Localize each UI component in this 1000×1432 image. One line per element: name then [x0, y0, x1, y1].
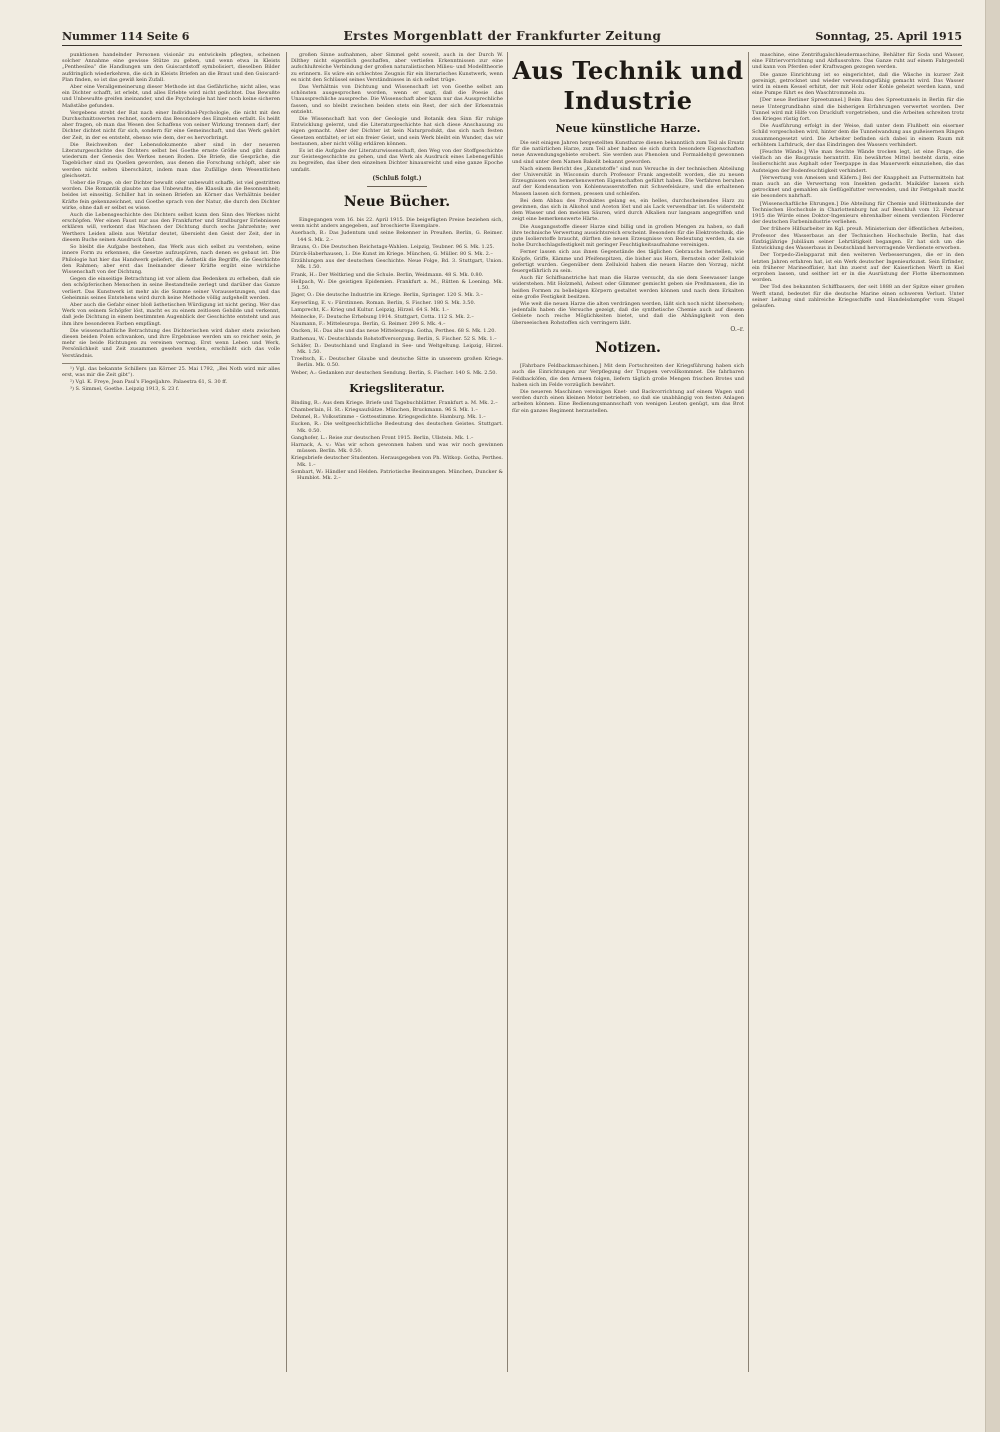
- col1-footnotes: [62, 363, 280, 393]
- paragraph: Das Verhältnis von Dichtung und Wissenschaft ist von Goethe selbst am schönsten ausgesprochen worden, wenn er sagt, daß die Poesie das Unaussprechliche ausspreche. Die Wissenschaft aber kann nur das Aussprechliche fassen, und so bleibt zwischen beiden stets ein Rest, der sich der Erkenntnis entzieht.: [291, 84, 503, 115]
- header-left: Nummer 114 Seite 6: [62, 29, 190, 43]
- book-entry: Keyserling, E. v.: Fürstinnen. Roman. Berlin, S. Fischer. 180 S. Mk. 3.50.: [291, 299, 476, 306]
- column-divider: [507, 52, 508, 1372]
- paragraph: Die Wissenschaft hat von der Geologie und Botanik den Sinn für ruhige Entwicklung gelernt, und die Literaturgeschichte hat sich diese Anschauung zu eigen gemacht. Aber der Dichter ist kein Naturprodukt, das sich nach festen Gesetzen entfaltet; er ist ein freier Geist, und sein Werk bleibt ein Wunder, das wir bestaunen, aber nicht völlig erklären können.: [291, 116, 503, 147]
- column-divider: [286, 52, 287, 1372]
- separator: [367, 186, 427, 187]
- paragraph: Vergebens strebt der Rat nach einer Individual-Psychologie, die nicht mit den Durchschnittswerten rechnet, sondern das Besondere des Einzelnen erfaßt. Es heißt aber fragen, ob man das Wesen des Schaffens von seiner Wirkung trennen darf; der Dichter dichtet nicht für sich, sondern für eine Gemeinschaft, und das Werk gehört der Zeit, in der es entsteht, ebenso wie dem, der es hervorbringt.: [62, 109, 280, 141]
- paragraph: Es ist die Aufgabe der Literaturwissenschaft, den Weg von der Stoffgeschichte zur Geistesgeschichte zu gehen, und das Werk als Ausdruck eines Lebensgefühls zu begreifen, das über den einzelnen Dichter hinausreicht und eine ganze Epoche umfaßt.: [291, 148, 503, 173]
- section-title-technik: Aus Technik und Industrie: [512, 56, 744, 115]
- paragraph: Die wissenschaftliche Betrachtung des Dichterischen wird daher stets zwischen diesen beiden Polen schwanken, und ihre Ergebnisse werden um so reicher sein, je mehr sie beide Richtungen zu vereinen vermag. Erst wenn Leben und Werk, Persönlichkeit und Zeit zusammen gesehen werden, erschließt sich das volle Verständnis.: [62, 327, 280, 359]
- paragraph: Die seit einigen Jahren hergestellten Kunstharze dienen bekanntlich zum Teil als Ersatz für die natürlichen Harze, zum Teil aber haben sie sich durch besondere Eigenschaften neue Anwendungsgebiete erobert. Sie werden aus Phenolen und Formaldehyd gewonnen und sind unter dem Namen Bakelit bekannt geworden.: [512, 140, 744, 165]
- column-1: [62, 52, 280, 1377]
- book-entry: Dehmel, R.: Volksstimme – Gottesstimme. Kriegsgedichte. Hamburg. Mk. 1.–: [291, 414, 486, 421]
- to-be-continued: (Schluß folgt.): [372, 174, 422, 182]
- book-entry: Brauns, O.: Die Deutschen Reichstags-Wahlen. Leipzig, Teubner. 96 S. Mk. 1.25.: [291, 243, 495, 250]
- book-entry: Jäger, O.: Die deutsche Industrie im Kriege. Berlin, Springer. 120 S. Mk. 3.–: [291, 292, 483, 299]
- paragraph: Ueber die Frage, ob der Dichter bewußt oder unbewußt schaffe, ist viel gestritten worden. Die Romantik glaubte an das Unbewußte, die Klassik an die Besonnenheit; beides ist einseitig. Schiller hat in seinen Briefen an Körner das Verhältnis beider Kräfte fein gekennzeichnet, und Goethe sprach von der Natur, die durch den Dichter wirke, ohne daß er selbst es wisse.: [62, 180, 280, 211]
- paragraph: Wie weit die neuen Harze die alten verdrängen werden, läßt sich noch nicht übersehen; jedenfalls haben die Versuche gezeigt, daß die synthetische Chemie auch auf diesem Gebiete noch reiche Möglichkeiten bietet, und daß die Abhängigkeit von den überseeischen Rohstoffen sich verringern läßt.: [512, 301, 744, 326]
- note-entry: [Fahrbare Feldbackmaschinen.] Mit dem Fortschreiten der Kriegsführung haben sich auch die Einrichtungen zur Verpflegung der Truppen vervollkommnet. Die fahrbaren Feldbacköfen, die den Armeen folgen, liefern täglich große Mengen frischen Brotes und haben sich im Felde vorzüglich bewährt.: [512, 363, 744, 388]
- paragraph: Nach einem Bericht des „Kunststoffe“ sind nun Versuche in der technischen Abteilung der Universität in Wisconsin durch Professor Frank angestellt worden, die zu neuen Erzeugnissen von bemerkenswerten Eigenschaften geführt haben. Die Verfahren beruhen auf der Kondensation von Kohlenwasserstoffen mit Schwefelsäure, und die erhaltenen Massen lassen sich formen, pressen und schleifen.: [512, 165, 744, 197]
- paragraph: großen Sinne aufnahmen, aber Simmel geht soweit, auch in der Durch W. Dilthey nicht eigentlich geschaffen, aber vertiefen Erkenntnissen zur eine aufschlußreiche Verbindung der großen naturalistischen Milieu- und Modelltheorie zu erinnern. Es wäre ein schlechtes Zeugnis für ein literarisches Kunstwerk, wenn es nicht den Schlüssel seines Verständnisses in sich selbst trüge.: [291, 52, 503, 83]
- section-title-new-books: Neue Bücher.: [343, 194, 451, 211]
- column-divider: [748, 52, 749, 1372]
- new-books-intro: Eingegangen vom 16. bis 22. April 1915. Die beigefügten Preise beziehen sich, wenn nicht anders angegeben, auf broschierte Exemplare.: [291, 217, 503, 230]
- paragraph: punktionen handelnder Personen visionär zu entwickeln pflegten, scheinen solcher Annahme eine gewisse Stütze zu geben, und wenn etwa in Kleists „Penthesilea“ die Handlungen um den Guiscardstoff symbolisiert, dieselben Bilder aufdringlich wiederkehren, die sich in Kleists Briefen an die Braut und den Guiscard-Plan finden, so ist das gewiß kein Zufall.: [62, 52, 280, 83]
- paragraph: Die Ausgangsstoffe dieser Harze sind billig und in großen Mengen zu haben, so daß ihre technische Verwertung aussichtsreich erscheint. Besonders für die Elektrotechnik, die gute Isolierstoffe braucht, dürften die neuen Erzeugnisse von Bedeutung werden, da sie hohe Durchschlagsfestigkeit mit geringer Feuchtigkeitsaufnahme vereinigen.: [512, 223, 744, 249]
- book-entry: Sombart, W.: Händler und Helden. Patriotische Besinnungen. München, Duncker & Humblot. Mk. 2.–: [291, 468, 503, 481]
- book-entry: Dürck-Haberhausen, I.: Die Kunst im Kriege. München, G. Müller. 80 S. Mk. 2.–: [291, 251, 493, 258]
- paragraph: Der Tod des bekannten Schiffbauers, der seit 1888 an der Spitze einer großen Werft stand, bedeutet für die deutsche Marine einen schweren Verlust. Unter seiner Leitung sind zahlreiche Kriegsschiffe und Handelsdampfer vom Stapel gelaufen.: [752, 284, 964, 309]
- footnote: ¹) Vgl. das bekannte Schillers (an Körner 25. Mai 1792, „Bei Noth wird mir alles erst, was mir die Zeit gibt“).: [62, 365, 280, 378]
- paragraph: Auch die Lebensgeschichte des Dichters selbst kann den Sinn des Werkes nicht erschöpfen. Wer einen Faust nur aus den Frankfurter und Straßburger Erlebnissen erklären will, verkennt das Wachsen der Dichtung durch sechs Jahrzehnte; wer Werthers Leiden allein aus Wetzlar deutet, übersieht den Geist der Zeit, der in diesem Buche seinen Ausdruck fand.: [62, 212, 280, 243]
- footnote: ³) S. Simmel, Goethe. Leipzig 1913, S. 23 f.: [70, 386, 180, 393]
- paragraph: maschine, eine Zentrifugalschleudermaschine, Behälter für Soda und Wasser, eine Filtriervorrichtung und Abflussrohre. Das Ganze ruht auf einem Fahrgestell und kann von Pferden oder Kraftwagen gezogen werden.: [752, 52, 964, 71]
- column-3: [512, 52, 744, 1377]
- book-entry: Frank, H.: Der Weltkrieg und die Schule. Berlin, Weidmann. 48 S. Mk. 0.80.: [291, 271, 484, 278]
- footnote: ²) Vgl. K. Freye, Jean Paul's Flegeljahre. Palaestra 61, S. 30 ff.: [70, 379, 228, 386]
- paragraph: Aber eine Verallgemeinerung dieser Methode ist das Gefährliche; nicht alles, was ein Dichter schafft, ist erlebt, und alles Erlebte wird nicht gedichtet. Das Bewußte und Unbewußte greifen ineinander, und die Psychologie hat hier noch keine sicheren Maßstäbe gefunden.: [62, 84, 280, 109]
- paragraph: [Verwertung von Ameisen und Käfern.] Bei der Knappheit an Futtermitteln hat man auch an die Verwertung von Insekten gedacht. Maikäfer lassen sich getrocknet und gemahlen als Geflügelfutter verwenden, und ihr Fettgehalt macht sie besonders nahrhaft.: [752, 174, 964, 200]
- book-entry: Erzählungen aus der deutschen Geschichte. Neue Folge, Bd. 3. Stuttgart, Union. Mk. 1.50.: [291, 258, 503, 271]
- article-title: Neue künstliche Harze.: [555, 122, 701, 135]
- book-entry: Meinecke, F.: Deutsche Erhebung 1914. Stuttgart, Cotta. 112 S. Mk. 2.–: [291, 313, 474, 320]
- col4-paragraphs: [752, 52, 964, 309]
- paragraph: Bei dem Abbau des Produktes gelang es, ein helles, durchscheinendes Harz zu gewinnen, das sich in Alkohol und Aceton löst und als Lack verwendbar ist. Es widersteht dem Wasser und den meisten Säuren, wird durch Alkalien nur langsam angegriffen und zeigt eine bemerkenswerte Härte.: [512, 197, 744, 223]
- paragraph: [Feuchte Wände.] Wie man feuchte Wände trocken legt, ist eine Frage, die vielfach an die Baupraxis herantritt. Ein bewährtes Mittel besteht darin, eine Isolierschicht aus Asphalt oder Teerpappe in das Mauerwerk einzuziehen, die das Aufsteigen der Bodenfeuchtigkeit verhindert.: [752, 149, 964, 174]
- book-entry: Oncken, H.: Das alte und das neue Mitteleuropa. Gotha, Perthes. 68 S. Mk. 1.20.: [291, 328, 497, 335]
- section-title-war-literature: Kriegsliteratur.: [349, 381, 445, 395]
- war-book-list: [291, 400, 503, 481]
- paragraph: Ferner lassen sich aus ihnen Gegenstände des täglichen Gebrauchs herstellen, wie Knöpfe, Griffe, Kämme und Pfeifenspitzen, die bisher aus Horn, Bernstein oder Zelluloid gefertigt wurden. Gegenüber dem Zelluloid haben die neuen Harze den Vorzug, nicht feuergefährlich zu sein.: [512, 249, 744, 275]
- book-entry: Rathenau, W.: Deutschlands Rohstoffversorgung. Berlin, S. Fischer. 52 S. Mk. 1.–: [291, 335, 497, 342]
- column-4: [752, 52, 964, 1377]
- paragraph: Gegen die einseitige Betrachtung ist vor allem das Bedenken zu erheben, daß sie den schöpferischen Menschen in seine Bestandteile zerlegt und darüber das Ganze verliert. Das Kunstwerk ist mehr als die Summe seiner Voraussetzungen, und das Geheimnis seines Entstehens wird durch keine Methode völlig aufgehellt werden.: [62, 276, 280, 301]
- book-entry: Ganghofer, L.: Reise zur deutschen Front 1915. Berlin, Ullstein. Mk. 1.–: [291, 434, 474, 441]
- col2-paragraphs: [291, 52, 503, 173]
- book-entry: Auerbach, B.: Das Judentum und seine Bekenner in Preußen. Berlin, G. Reimer. 144 S. Mk. 2.–: [291, 230, 503, 243]
- book-entry: Schäfer, D.: Deutschland und England in See- und Weltgeltung. Leipzig, Hirzel. Mk. 1.50.: [291, 342, 503, 355]
- header-rule: [62, 45, 962, 46]
- page-header: [62, 28, 962, 44]
- book-entry: Chamberlain, H. St.: Kriegsaufsätze. München, Bruckmann. 96 S. Mk. 1.–: [291, 406, 478, 413]
- page-edge: [985, 0, 1000, 1432]
- book-entry: Lamprecht, K.: Krieg und Kultur. Leipzig, Hirzel. 64 S. Mk. 1.–: [291, 306, 450, 313]
- paragraph: So bleibt die Aufgabe bestehen, das Werk aus sich selbst zu verstehen, seine innere Form zu erkennen, die Gesetze aufzuspüren, nach denen es gebaut ist. Die Philologie hat hier das Handwerk geliefert, die Ästhetik die Begriffe, die Geschichte den Rahmen; aber erst das Ineinander dieser Kräfte ergibt eine wirkliche Wissenschaft von der Dichtung.: [62, 244, 280, 275]
- paragraph: [Der neue Berliner Spreetunnel.] Beim Bau des Spreetunnels in Berlin für die neue Untergrundbahn sind die bisherigen Erfahrungen verwertet worden. Der Tunnel wird mit Hilfe von Druckluft vorgetrieben, und die Arbeiten schreiten trotz des Krieges rüstig fort.: [752, 97, 964, 123]
- header-masthead: Erstes Morgenblatt der Frankfurter Zeitung: [343, 29, 662, 43]
- article-signature: O.–r.: [730, 325, 744, 333]
- book-entry: Eucken, R.: Die weltgeschichtliche Bedeutung des deutschen Geistes. Stuttgart. Mk. 0.50.: [291, 421, 503, 434]
- paragraph: Aber auch die Gefahr einer bloß ästhetischen Würdigung ist nicht gering. Wer das Werk von seinem Schöpfer löst, macht es zu einem zeitlosen Gebilde und verkennt, daß jede Dichtung in einem bestimmten Augenblick der Geschichte entsteht und aus ihm ihre besonderen Farben empfängt.: [62, 301, 280, 327]
- book-entry: Kriegsbriefe deutscher Studenten. Herausgegeben von Ph. Witkop. Gotha, Perthes. Mk. 1.–: [291, 455, 503, 468]
- book-entry: Harnack, A. v.: Was wir schon gewonnen haben und was wir noch gewinnen müssen. Berlin. Mk. 0.50.: [291, 441, 503, 455]
- section-title-notes: Notizen.: [595, 340, 661, 357]
- paragraph: Die ganze Einrichtung ist so eingerichtet, daß die Wäsche in kurzer Zeit gereinigt, getrocknet und wieder verwendungsfähig gemacht wird. Das Wasser wird in einem Kessel erhitzt, der mit Holz oder Kohle geheizt werden kann, und eine Pumpe führt es den Waschtrommeln zu.: [752, 71, 964, 97]
- column-2: [291, 52, 503, 1377]
- book-list: [291, 230, 503, 375]
- book-entry: Troeltsch, E.: Deutscher Glaube und deutsche Sitte in unserem großen Kriege. Berlin. Mk. 0.50.: [291, 356, 503, 369]
- paragraph: Auch für Schiffsanstriche hat man die Harze versucht, da sie dem Seewasser lange widerstehen. Mit Holzmehl, Asbest oder Glimmer gemischt geben sie Preßmassen, die in heißen Formen zu beliebigen Körpern gestaltet werden können und nach dem Erkalten eine große Festigkeit besitzen.: [512, 275, 744, 300]
- notes-list: [512, 363, 744, 414]
- book-entry: Naumann, F.: Mitteleuropa. Berlin, G. Reimer. 299 S. Mk. 4.–: [291, 321, 446, 328]
- col1-paragraphs: [62, 52, 280, 359]
- paragraph: Der frühere Hilfsarbeiter im Kgl. preuß. Ministerium der öffentlichen Arbeiten, Professor des Wasserbaus an der Technischen Hochschule Berlin, hat das fünfzigjährige Jubiläum seiner Lehrtätigkeit begangen. Er hat sich um die Entwicklung des Wasserbaus in Deutschland hervorragende Verdienste erworben.: [752, 226, 964, 252]
- paragraph: Der Torpedo-Zielapparat mit den weiteren Verbesserungen, die er in den letzten Jahren erfahren hat, ist ein Werk deutscher Ingenieurkunst. Sein Erfinder, ein früherer Marineoffizier, hat ihn zuerst auf der Kaiserlichen Werft in Kiel erproben lassen, und seither ist er in die Ausrüstung der Flotte übernommen worden.: [752, 252, 964, 284]
- paragraph: Die Reichweiten der Lebensdokumente aber sind in der neueren Literaturgeschichte des Dichters selbst bei Goethe ernste Größe und gibt damit wiederum der Genesis des Werkes neuen Boden. Die Briefe, die Gespräche, die Tagebücher sind zu Quellen geworden, aus denen die Forschung schöpft, aber sie werden nicht selten überschätzt, indem man das Zufällige dem Wesentlichen gleichsetzt.: [62, 141, 280, 179]
- book-entry: Weber, A.: Gedanken zur deutschen Sendung. Berlin, S. Fischer. 140 S. Mk. 2.50.: [291, 369, 497, 376]
- col3-paragraphs: [512, 140, 744, 326]
- book-entry: Binding, R.: Aus dem Kriege. Briefe und Tagebuchblätter. Frankfurt a. M. Mk. 2.–: [291, 399, 498, 406]
- paragraph: Die Ausführung erfolgt in der Weise, daß unter dem Flußbett ein eiserner Schild vorgeschoben wird, hinter dem die Tunnelwandung aus gußeisernen Ringen zusammengesetzt wird. Die Arbeiter befinden sich dabei in einem Raum mit erhöhtem Luftdruck, der das Eindringen des Wassers verhindert.: [752, 123, 964, 148]
- note-entry: Die neueren Maschinen vereinigen Knet- und Backvorrichtung auf einem Wagen und werden durch einen kleinen Motor betrieben, so daß sie unabhängig von festen Anlagen arbeiten können. Eine Bedienungsmannschaft von wenigen Leuten genügt, um das Brot für ein ganzes Regiment herzustellen.: [512, 388, 744, 414]
- header-date: Sonntag, 25. April 1915: [815, 29, 962, 43]
- book-entry: Hellpach, W.: Die geistigen Epidemien. Frankfurt a. M., Rütten & Loening. Mk. 1.50.: [291, 278, 503, 292]
- paragraph: [Wissenschaftliche Ehrungen.] Die Abteilung für Chemie und Hüttenkunde der Technischen Hochschule in Charlottenburg hat auf Beschluß vom 12. Februar 1915 die Würde eines Doktor-Ingenieurs ehrenhalber einem verdienten Förderer der deutschen Farbenindustrie verliehen.: [752, 200, 964, 226]
